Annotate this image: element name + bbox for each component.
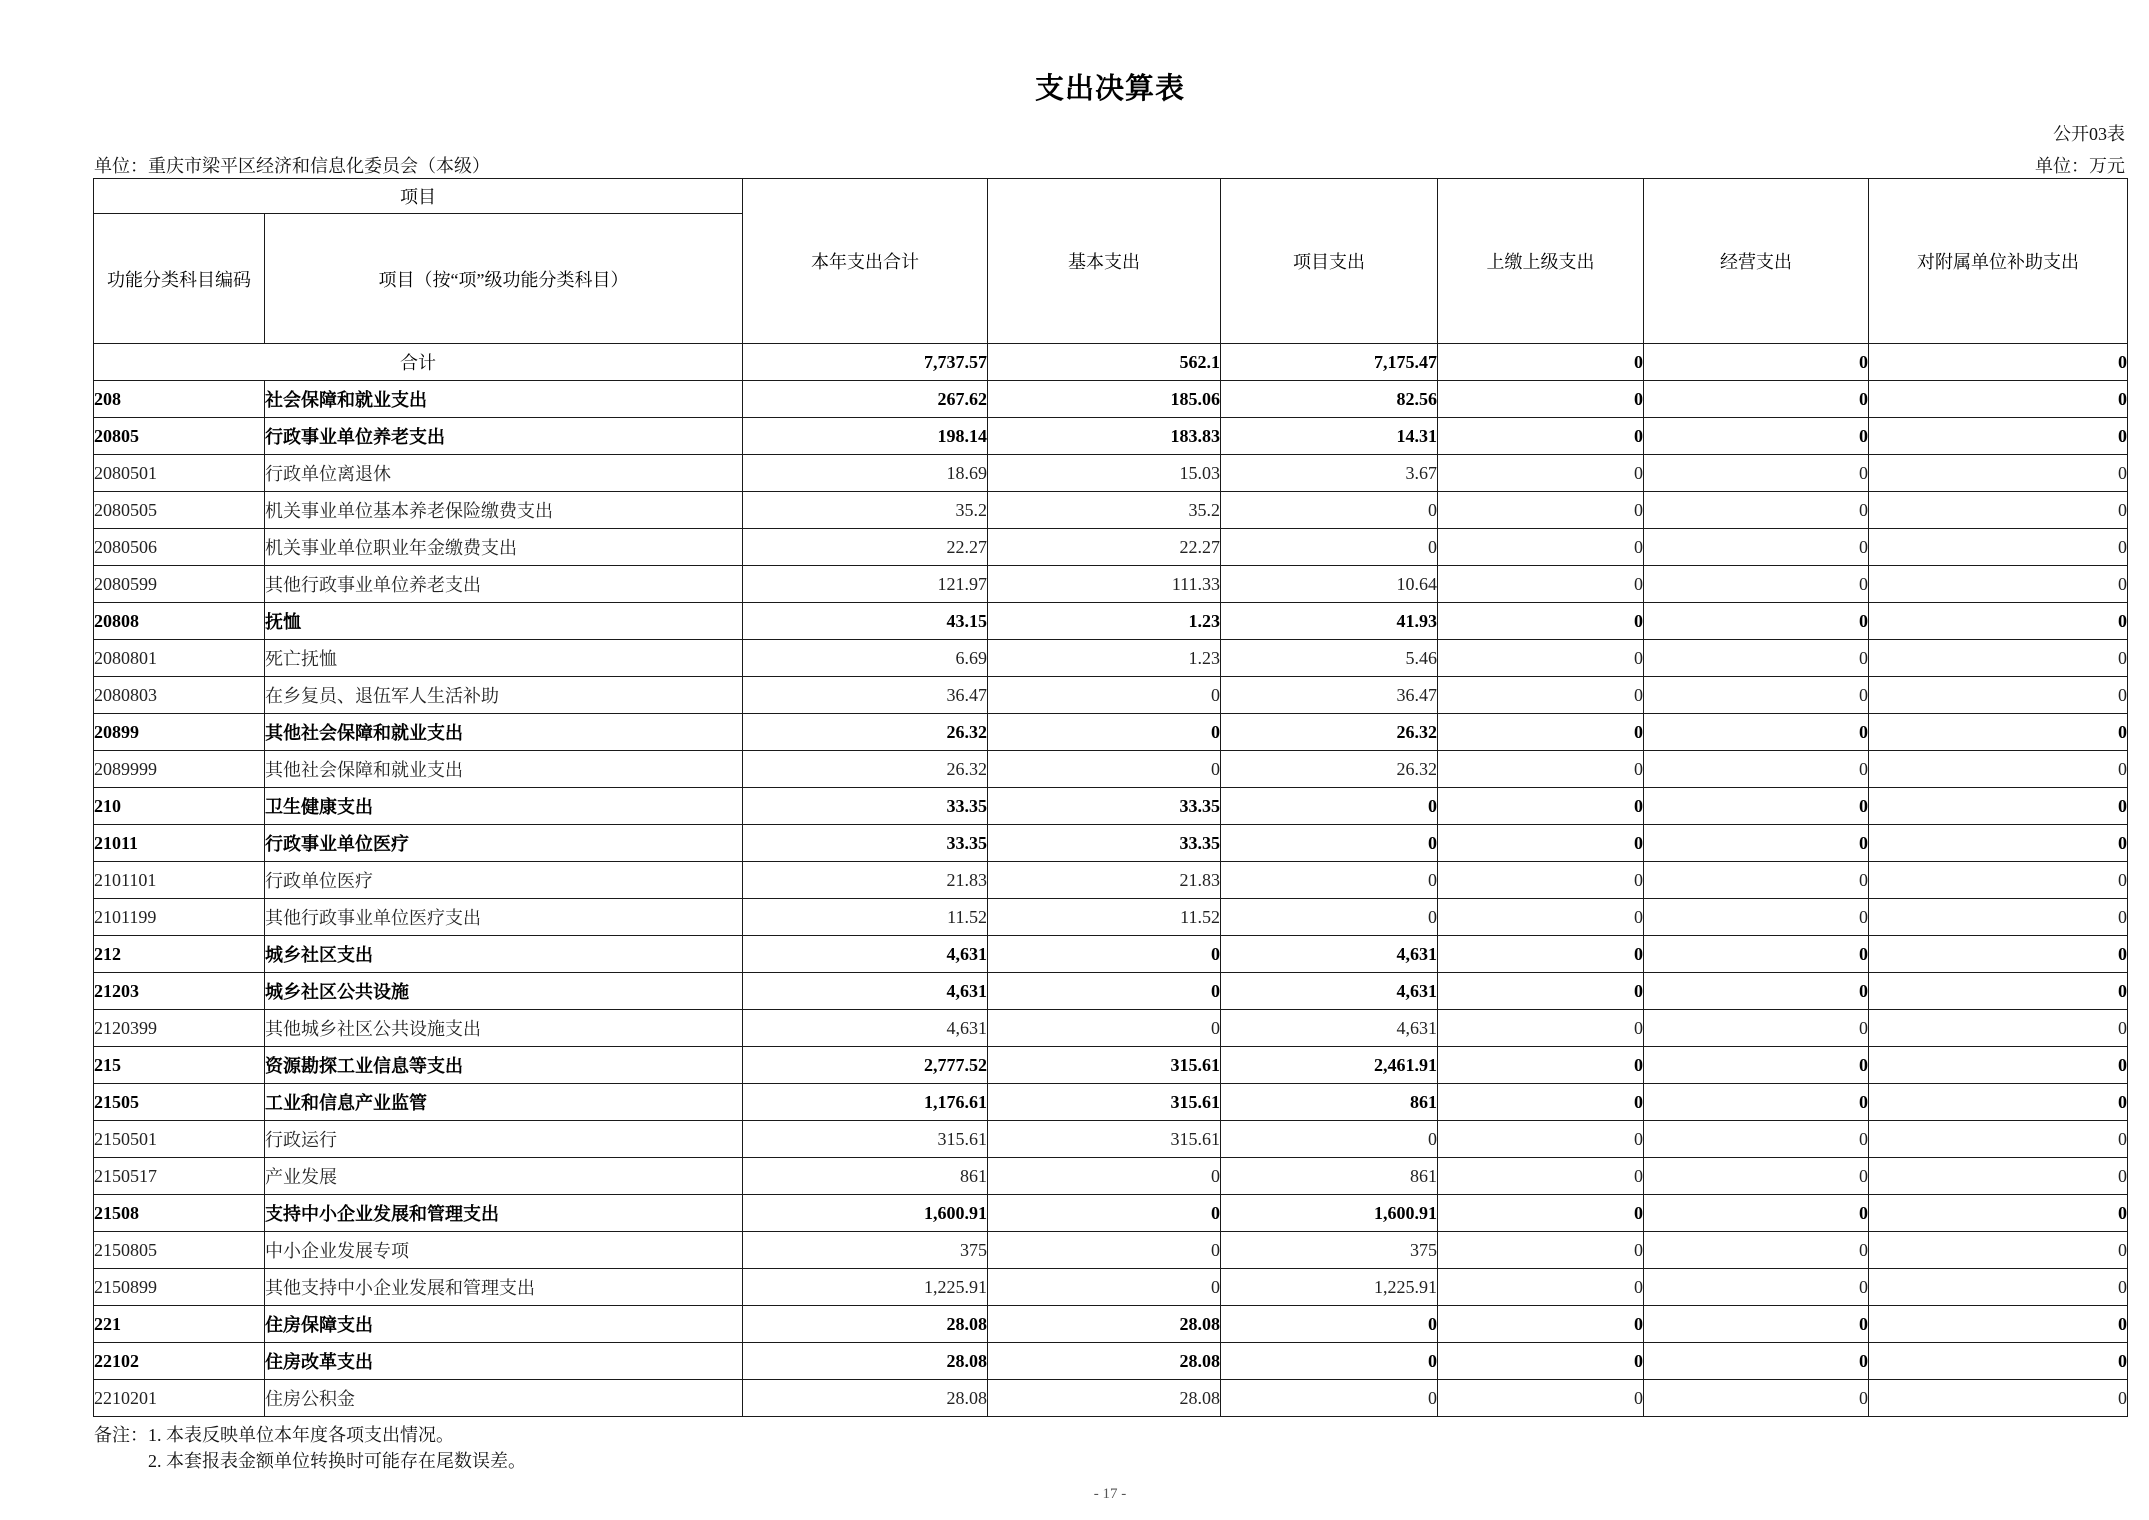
cell-basic-expense: 15.03	[988, 455, 1221, 492]
table-row	[94, 1121, 2128, 1158]
cell-basic-expense: 0	[988, 936, 1221, 973]
cell-total-expense: 26.32	[743, 714, 988, 751]
cell-business-expense: 0	[1644, 1269, 1869, 1306]
note-line-2: 2. 本套报表金额单位转换时可能存在尾数误差。	[148, 1451, 526, 1471]
cell-subsidy-expense: 0	[1869, 751, 2128, 788]
cell-name: 在乡复员、退伍军人生活补助	[265, 677, 743, 714]
cell-project-expense: 4,631	[1221, 936, 1438, 973]
cell-business-expense: 0	[1644, 1306, 1869, 1343]
cell-subsidy-expense: 0	[1869, 566, 2128, 603]
cell-upper-payment: 0	[1438, 936, 1644, 973]
table-row	[94, 936, 2128, 973]
table-row	[94, 492, 2128, 529]
total-label: 合计	[94, 344, 743, 381]
expenditure-table	[93, 178, 2128, 1417]
cell-code: 210	[94, 788, 265, 825]
cell-upper-payment: 0	[1438, 1232, 1644, 1269]
cell-basic-expense: 35.2	[988, 492, 1221, 529]
cell-basic-expense: 0	[988, 751, 1221, 788]
cell-total-expense: 35.2	[743, 492, 988, 529]
total-business-expense: 0	[1644, 344, 1869, 381]
cell-basic-expense: 28.08	[988, 1343, 1221, 1380]
table-row	[94, 1047, 2128, 1084]
cell-basic-expense: 21.83	[988, 862, 1221, 899]
header-name: 项目（按“项”级功能分类科目）	[265, 214, 743, 344]
cell-subsidy-expense: 0	[1869, 1232, 2128, 1269]
cell-basic-expense: 185.06	[988, 381, 1221, 418]
cell-name: 行政单位离退休	[265, 455, 743, 492]
cell-subsidy-expense: 0	[1869, 603, 2128, 640]
cell-basic-expense: 22.27	[988, 529, 1221, 566]
table-row	[94, 788, 2128, 825]
header-code: 功能分类科目编码	[94, 214, 265, 344]
cell-upper-payment: 0	[1438, 1343, 1644, 1380]
table-row	[94, 714, 2128, 751]
table-row	[94, 455, 2128, 492]
page-title: 支出决算表	[1034, 73, 1185, 105]
cell-subsidy-expense: 0	[1869, 1343, 2128, 1380]
cell-name: 死亡抚恤	[265, 640, 743, 677]
total-total-expense: 7,737.57	[743, 344, 988, 381]
cell-basic-expense: 1.23	[988, 640, 1221, 677]
cell-name: 其他城乡社区公共设施支出	[265, 1010, 743, 1047]
table-row	[94, 1232, 2128, 1269]
cell-code: 2101101	[94, 862, 265, 899]
cell-total-expense: 1,225.91	[743, 1269, 988, 1306]
cell-name: 资源勘探工业信息等支出	[265, 1047, 743, 1084]
cell-subsidy-expense: 0	[1869, 455, 2128, 492]
cell-name: 住房公积金	[265, 1380, 743, 1417]
cell-total-expense: 18.69	[743, 455, 988, 492]
header-upper-payment: 上缴上级支出	[1438, 179, 1644, 344]
cell-name: 工业和信息产业监管	[265, 1084, 743, 1121]
cell-code: 21505	[94, 1084, 265, 1121]
table-row	[94, 1343, 2128, 1380]
cell-subsidy-expense: 0	[1869, 788, 2128, 825]
cell-name: 机关事业单位基本养老保险缴费支出	[265, 492, 743, 529]
cell-business-expense: 0	[1644, 1047, 1869, 1084]
cell-subsidy-expense: 0	[1869, 1380, 2128, 1417]
cell-basic-expense: 0	[988, 1158, 1221, 1195]
table-row	[94, 381, 2128, 418]
cell-total-expense: 28.08	[743, 1306, 988, 1343]
cell-project-expense: 0	[1221, 492, 1438, 529]
cell-business-expense: 0	[1644, 899, 1869, 936]
total-row	[94, 344, 2128, 381]
note-line-1: 备注：1. 本表反映单位本年度各项支出情况。	[94, 1425, 454, 1445]
cell-total-expense: 1,176.61	[743, 1084, 988, 1121]
form-number: 公开03表	[2053, 124, 2125, 144]
cell-business-expense: 0	[1644, 1195, 1869, 1232]
header-business-expense: 经营支出	[1644, 179, 1869, 344]
cell-project-expense: 0	[1221, 899, 1438, 936]
cell-subsidy-expense: 0	[1869, 1195, 2128, 1232]
table-header	[94, 179, 2128, 344]
cell-basic-expense: 183.83	[988, 418, 1221, 455]
cell-business-expense: 0	[1644, 1084, 1869, 1121]
table-row	[94, 862, 2128, 899]
cell-basic-expense: 315.61	[988, 1121, 1221, 1158]
cell-total-expense: 375	[743, 1232, 988, 1269]
cell-project-expense: 375	[1221, 1232, 1438, 1269]
cell-upper-payment: 0	[1438, 566, 1644, 603]
cell-business-expense: 0	[1644, 973, 1869, 1010]
cell-project-expense: 3.67	[1221, 455, 1438, 492]
cell-upper-payment: 0	[1438, 973, 1644, 1010]
cell-business-expense: 0	[1644, 455, 1869, 492]
cell-basic-expense: 1.23	[988, 603, 1221, 640]
cell-total-expense: 22.27	[743, 529, 988, 566]
cell-business-expense: 0	[1644, 381, 1869, 418]
cell-upper-payment: 0	[1438, 1121, 1644, 1158]
total-project-expense: 7,175.47	[1221, 344, 1438, 381]
cell-project-expense: 2,461.91	[1221, 1047, 1438, 1084]
cell-code: 2150501	[94, 1121, 265, 1158]
cell-name: 行政事业单位医疗	[265, 825, 743, 862]
cell-code: 22102	[94, 1343, 265, 1380]
cell-code: 21011	[94, 825, 265, 862]
cell-subsidy-expense: 0	[1869, 714, 2128, 751]
header-subsidy-expense: 对附属单位补助支出	[1869, 179, 2128, 344]
cell-business-expense: 0	[1644, 862, 1869, 899]
cell-code: 2080801	[94, 640, 265, 677]
header-project-expense: 项目支出	[1221, 179, 1438, 344]
cell-total-expense: 6.69	[743, 640, 988, 677]
cell-subsidy-expense: 0	[1869, 1158, 2128, 1195]
cell-project-expense: 861	[1221, 1158, 1438, 1195]
cell-business-expense: 0	[1644, 492, 1869, 529]
cell-name: 行政事业单位养老支出	[265, 418, 743, 455]
table-row	[94, 418, 2128, 455]
cell-name: 城乡社区公共设施	[265, 973, 743, 1010]
cell-upper-payment: 0	[1438, 677, 1644, 714]
cell-total-expense: 33.35	[743, 788, 988, 825]
cell-upper-payment: 0	[1438, 1010, 1644, 1047]
cell-business-expense: 0	[1644, 1380, 1869, 1417]
cell-project-expense: 10.64	[1221, 566, 1438, 603]
cell-upper-payment: 0	[1438, 1306, 1644, 1343]
cell-project-expense: 36.47	[1221, 677, 1438, 714]
cell-business-expense: 0	[1644, 751, 1869, 788]
cell-basic-expense: 28.08	[988, 1306, 1221, 1343]
cell-subsidy-expense: 0	[1869, 640, 2128, 677]
cell-code: 2150805	[94, 1232, 265, 1269]
cell-business-expense: 0	[1644, 566, 1869, 603]
cell-code: 215	[94, 1047, 265, 1084]
cell-code: 21203	[94, 973, 265, 1010]
cell-basic-expense: 0	[988, 714, 1221, 751]
cell-business-expense: 0	[1644, 936, 1869, 973]
cell-subsidy-expense: 0	[1869, 381, 2128, 418]
cell-code: 2150517	[94, 1158, 265, 1195]
cell-business-expense: 0	[1644, 1121, 1869, 1158]
cell-name: 产业发展	[265, 1158, 743, 1195]
cell-subsidy-expense: 0	[1869, 529, 2128, 566]
cell-project-expense: 4,631	[1221, 973, 1438, 1010]
cell-total-expense: 4,631	[743, 1010, 988, 1047]
cell-upper-payment: 0	[1438, 1380, 1644, 1417]
cell-business-expense: 0	[1644, 788, 1869, 825]
cell-business-expense: 0	[1644, 603, 1869, 640]
cell-upper-payment: 0	[1438, 529, 1644, 566]
cell-code: 20808	[94, 603, 265, 640]
cell-name: 社会保障和就业支出	[265, 381, 743, 418]
table-row	[94, 529, 2128, 566]
cell-upper-payment: 0	[1438, 788, 1644, 825]
cell-name: 行政运行	[265, 1121, 743, 1158]
cell-upper-payment: 0	[1438, 640, 1644, 677]
cell-project-expense: 0	[1221, 529, 1438, 566]
cell-total-expense: 198.14	[743, 418, 988, 455]
cell-code: 20899	[94, 714, 265, 751]
cell-upper-payment: 0	[1438, 381, 1644, 418]
cell-total-expense: 28.08	[743, 1380, 988, 1417]
cell-subsidy-expense: 0	[1869, 936, 2128, 973]
cell-subsidy-expense: 0	[1869, 973, 2128, 1010]
cell-business-expense: 0	[1644, 677, 1869, 714]
cell-code: 2101199	[94, 899, 265, 936]
cell-total-expense: 36.47	[743, 677, 988, 714]
cell-subsidy-expense: 0	[1869, 825, 2128, 862]
cell-total-expense: 43.15	[743, 603, 988, 640]
cell-basic-expense: 0	[988, 973, 1221, 1010]
cell-basic-expense: 33.35	[988, 825, 1221, 862]
cell-project-expense: 41.93	[1221, 603, 1438, 640]
cell-upper-payment: 0	[1438, 603, 1644, 640]
cell-subsidy-expense: 0	[1869, 1269, 2128, 1306]
cell-code: 2080501	[94, 455, 265, 492]
cell-project-expense: 14.31	[1221, 418, 1438, 455]
table-row	[94, 566, 2128, 603]
cell-total-expense: 33.35	[743, 825, 988, 862]
reporting-unit: 单位：重庆市梁平区经济和信息化委员会（本级）	[94, 156, 490, 176]
cell-business-expense: 0	[1644, 529, 1869, 566]
cell-code: 21508	[94, 1195, 265, 1232]
cell-project-expense: 0	[1221, 1121, 1438, 1158]
table-row	[94, 1010, 2128, 1047]
cell-basic-expense: 28.08	[988, 1380, 1221, 1417]
cell-project-expense: 1,225.91	[1221, 1269, 1438, 1306]
cell-code: 2080506	[94, 529, 265, 566]
cell-total-expense: 267.62	[743, 381, 988, 418]
cell-business-expense: 0	[1644, 1158, 1869, 1195]
cell-code: 212	[94, 936, 265, 973]
cell-project-expense: 0	[1221, 1380, 1438, 1417]
cell-code: 221	[94, 1306, 265, 1343]
table-row	[94, 899, 2128, 936]
cell-total-expense: 28.08	[743, 1343, 988, 1380]
cell-name: 其他社会保障和就业支出	[265, 714, 743, 751]
cell-upper-payment: 0	[1438, 1084, 1644, 1121]
cell-subsidy-expense: 0	[1869, 1306, 2128, 1343]
cell-name: 住房改革支出	[265, 1343, 743, 1380]
cell-basic-expense: 0	[988, 1269, 1221, 1306]
cell-name: 其他社会保障和就业支出	[265, 751, 743, 788]
cell-project-expense: 26.32	[1221, 751, 1438, 788]
table-row	[94, 973, 2128, 1010]
total-subsidy-expense: 0	[1869, 344, 2128, 381]
cell-business-expense: 0	[1644, 1232, 1869, 1269]
cell-upper-payment: 0	[1438, 1195, 1644, 1232]
cell-code: 2080599	[94, 566, 265, 603]
cell-project-expense: 0	[1221, 788, 1438, 825]
cell-basic-expense: 315.61	[988, 1084, 1221, 1121]
cell-subsidy-expense: 0	[1869, 492, 2128, 529]
table-row	[94, 1158, 2128, 1195]
cell-project-expense: 861	[1221, 1084, 1438, 1121]
cell-business-expense: 0	[1644, 640, 1869, 677]
table-row	[94, 640, 2128, 677]
header-basic-expense: 基本支出	[988, 179, 1221, 344]
cell-subsidy-expense: 0	[1869, 1010, 2128, 1047]
cell-subsidy-expense: 0	[1869, 1047, 2128, 1084]
cell-project-expense: 26.32	[1221, 714, 1438, 751]
cell-name: 其他行政事业单位医疗支出	[265, 899, 743, 936]
cell-business-expense: 0	[1644, 825, 1869, 862]
cell-upper-payment: 0	[1438, 418, 1644, 455]
cell-total-expense: 2,777.52	[743, 1047, 988, 1084]
cell-project-expense: 0	[1221, 1306, 1438, 1343]
table-row	[94, 677, 2128, 714]
cell-name: 中小企业发展专项	[265, 1232, 743, 1269]
cell-basic-expense: 0	[988, 1010, 1221, 1047]
cell-total-expense: 26.32	[743, 751, 988, 788]
cell-basic-expense: 0	[988, 677, 1221, 714]
cell-business-expense: 0	[1644, 1343, 1869, 1380]
cell-basic-expense: 111.33	[988, 566, 1221, 603]
cell-upper-payment: 0	[1438, 825, 1644, 862]
cell-upper-payment: 0	[1438, 899, 1644, 936]
cell-project-expense: 0	[1221, 862, 1438, 899]
table-row	[94, 751, 2128, 788]
table-row	[94, 1084, 2128, 1121]
cell-name: 卫生健康支出	[265, 788, 743, 825]
cell-total-expense: 4,631	[743, 936, 988, 973]
table-body	[94, 344, 2128, 1417]
cell-upper-payment: 0	[1438, 1047, 1644, 1084]
cell-upper-payment: 0	[1438, 492, 1644, 529]
cell-basic-expense: 0	[988, 1195, 1221, 1232]
cell-total-expense: 315.61	[743, 1121, 988, 1158]
cell-business-expense: 0	[1644, 1010, 1869, 1047]
cell-basic-expense: 11.52	[988, 899, 1221, 936]
cell-code: 20805	[94, 418, 265, 455]
cell-code: 2089999	[94, 751, 265, 788]
cell-upper-payment: 0	[1438, 751, 1644, 788]
total-upper-payment: 0	[1438, 344, 1644, 381]
cell-subsidy-expense: 0	[1869, 677, 2128, 714]
cell-name: 城乡社区支出	[265, 936, 743, 973]
cell-subsidy-expense: 0	[1869, 899, 2128, 936]
cell-name: 其他支持中小企业发展和管理支出	[265, 1269, 743, 1306]
cell-subsidy-expense: 0	[1869, 862, 2128, 899]
cell-code: 2210201	[94, 1380, 265, 1417]
cell-code: 2150899	[94, 1269, 265, 1306]
cell-project-expense: 0	[1221, 825, 1438, 862]
cell-name: 行政单位医疗	[265, 862, 743, 899]
cell-project-expense: 5.46	[1221, 640, 1438, 677]
table-row	[94, 825, 2128, 862]
cell-total-expense: 21.83	[743, 862, 988, 899]
cell-code: 2120399	[94, 1010, 265, 1047]
total-basic-expense: 562.1	[988, 344, 1221, 381]
cell-business-expense: 0	[1644, 714, 1869, 751]
cell-project-expense: 1,600.91	[1221, 1195, 1438, 1232]
cell-upper-payment: 0	[1438, 1269, 1644, 1306]
table-row	[94, 1269, 2128, 1306]
table-row	[94, 1380, 2128, 1417]
header-row-1	[94, 179, 2128, 214]
cell-name: 支持中小企业发展和管理支出	[265, 1195, 743, 1232]
cell-subsidy-expense: 0	[1869, 1121, 2128, 1158]
cell-subsidy-expense: 0	[1869, 1084, 2128, 1121]
cell-total-expense: 861	[743, 1158, 988, 1195]
cell-basic-expense: 33.35	[988, 788, 1221, 825]
cell-upper-payment: 0	[1438, 1158, 1644, 1195]
table-row	[94, 1306, 2128, 1343]
header-total-expense: 本年支出合计	[743, 179, 988, 344]
cell-code: 208	[94, 381, 265, 418]
header-project: 项目	[94, 179, 743, 214]
cell-total-expense: 121.97	[743, 566, 988, 603]
cell-business-expense: 0	[1644, 418, 1869, 455]
cell-name: 住房保障支出	[265, 1306, 743, 1343]
cell-project-expense: 4,631	[1221, 1010, 1438, 1047]
cell-total-expense: 1,600.91	[743, 1195, 988, 1232]
table-row	[94, 603, 2128, 640]
cell-upper-payment: 0	[1438, 455, 1644, 492]
cell-name: 机关事业单位职业年金缴费支出	[265, 529, 743, 566]
page-number: - 17 -	[1093, 1486, 1127, 1502]
cell-basic-expense: 0	[988, 1232, 1221, 1269]
cell-upper-payment: 0	[1438, 862, 1644, 899]
cell-total-expense: 11.52	[743, 899, 988, 936]
cell-name: 其他行政事业单位养老支出	[265, 566, 743, 603]
cell-upper-payment: 0	[1438, 714, 1644, 751]
table-row	[94, 1195, 2128, 1232]
cell-project-expense: 82.56	[1221, 381, 1438, 418]
cell-project-expense: 0	[1221, 1343, 1438, 1380]
currency-unit: 单位：万元	[2035, 156, 2125, 176]
cell-total-expense: 4,631	[743, 973, 988, 1010]
cell-basic-expense: 315.61	[988, 1047, 1221, 1084]
cell-subsidy-expense: 0	[1869, 418, 2128, 455]
cell-name: 抚恤	[265, 603, 743, 640]
cell-code: 2080803	[94, 677, 265, 714]
cell-code: 2080505	[94, 492, 265, 529]
